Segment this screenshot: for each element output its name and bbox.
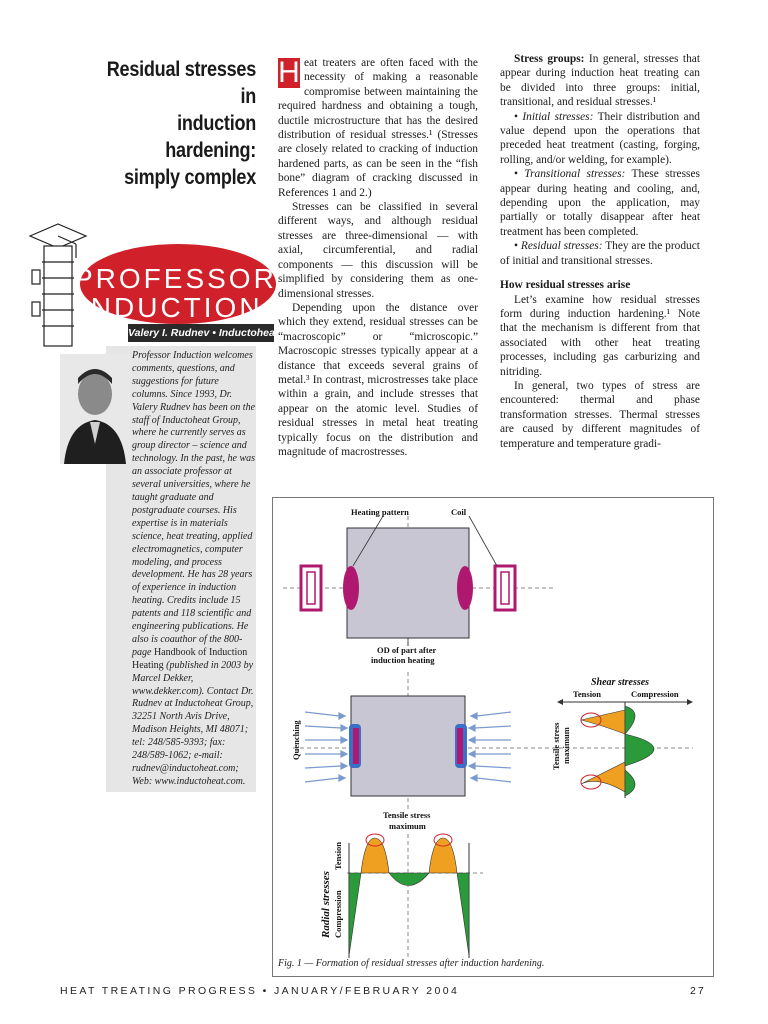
page-number: 27 xyxy=(690,985,706,997)
radial-stress-chart xyxy=(320,810,483,958)
heating-pattern-left xyxy=(343,566,359,610)
shear-stress-chart xyxy=(551,677,693,798)
figure-caption: Fig. 1 — Formation of residual stresses after induction hardening. xyxy=(278,958,545,969)
radial-tension-peak-right xyxy=(429,838,457,873)
part-heating xyxy=(347,528,469,638)
initial-stresses-lead: Initial stresses: xyxy=(522,110,594,123)
quench-arrows-right xyxy=(469,712,511,782)
body-column-1 xyxy=(278,56,478,459)
section-subhead: How residual stresses arise xyxy=(500,279,631,292)
radial-tensile-max-2: maximum xyxy=(389,821,426,831)
col2-p3-text: These stresses appear during heating and cooling, and, depending upon the application, may partially or totally disappear after heat treatment has been completed. xyxy=(500,168,700,238)
radial-compression-center xyxy=(389,873,429,886)
radial-compression-label: Compression xyxy=(333,890,343,938)
col2-p1-text: In general, stresses that appear during induction heat treating can be divided into three groups: initial, transitional, and residual stresses.¹ xyxy=(500,53,700,109)
col2-paragraph-1 xyxy=(500,52,700,110)
figure-1 xyxy=(272,497,714,977)
headline-line-3: simply complex xyxy=(124,166,256,189)
residual-stresses-lead: Residual stresses: xyxy=(520,240,603,253)
shear-tensile-max-2: maximum xyxy=(561,727,571,764)
transitional-stresses-lead: Transitional stresses: xyxy=(524,168,626,181)
author-bio xyxy=(110,350,256,789)
shear-stresses-title: Shear stresses xyxy=(591,677,650,688)
col1-paragraph-3: Depending upon the distance over which they extend, residual stresses can be “macroscopic” or “microscopic.” Macroscopic stresses typically appear at a distance that exceeds several grains of metal.³ In contrast, microstresses take place within a grain, and include stresses that appear on the atomic level. Studies of residual stresses in metal heat treating typically focus on the distribution and magnitude of macrostresses. xyxy=(278,301,478,458)
quench-arrows-left xyxy=(305,712,347,782)
bio-text-2: (published in 2003 by Marcel Dekker, www.dekker.com). Contact Dr. Rudnev at Inductoheat Group, 32251 North Avis Drive, Madison Heights, MI 48071; tel: 248/585-9393; fax: 248/589-1062; e-mail: rudnev@inductoheat.com; Web: www.inductoheat.com. xyxy=(132,659,254,787)
col1-paragraph-1 xyxy=(278,56,478,200)
radial-tension-peak-left xyxy=(361,838,389,873)
figure-1-diagram xyxy=(273,498,713,976)
coil-label: Coil xyxy=(451,507,467,517)
col2-paragraph-6: In general, two types of stress are encountered: thermal and phase transformation stresses. Thermal stresses are caused by different magnitudes of temperature and temperature gradi- xyxy=(500,379,700,450)
col2-paragraph-4: • Residual stresses: They are the product of initial and transitional stresses. xyxy=(500,240,700,267)
shear-tensile-max-1: Tensile stress xyxy=(551,722,561,770)
col2-paragraph-2: • Initial stresses: Their distribution and value depend upon the operations that preceded heat treatment (casting, forging, rolling, and/or welding, for example). xyxy=(500,110,700,166)
heating-pattern-right xyxy=(457,566,473,610)
radial-tension-label: Tension xyxy=(333,841,343,870)
bio-text-1: Professor Induction welcomes comments, questions, and suggestions for future columns. Since 1993, Dr. Valery Rudnev has been on the staff of Inductoheat Group, where he currently serves as group director – science and technology. In the past, he was an associate professor at several universities, where he taught graduate and postgraduate courses. His expertise is in materials science, heat treating, applied electromagnetics, computer modeling, and process development. He has 28 years of experience in induction heating. Credits include 15 patents and 118 scientific and engineering publications. He also is coauthor of the 800-page xyxy=(132,350,256,658)
body-column-2 xyxy=(500,52,700,451)
drop-cap: H xyxy=(278,56,300,89)
radial-stresses-title: Radial stresses xyxy=(320,871,332,938)
col1-paragraph-2: Stresses can be classified in several different ways, and although residual stresses are three-dimensional — with axial, circumferential, and radial components — this discussion will be simplified by considering them as one-dimensional stresses. xyxy=(278,201,478,300)
shear-compression-label: Compression xyxy=(631,689,679,699)
bio-book-title: Handbook of Induction Heating xyxy=(132,646,248,671)
od-label-2: induction heating xyxy=(371,655,435,665)
col2-paragraph-5: Let’s examine how residual stresses form during induction hardening.¹ Note that the mechanism is different from that associated with other heat treating processes, including gas carburizing and nitriding. xyxy=(500,293,700,378)
radial-tensile-max-1: Tensile stress xyxy=(383,810,431,820)
headline-line-1: Residual stresses in xyxy=(106,58,256,108)
stress-groups-lead: Stress groups: xyxy=(514,53,585,65)
running-footer: HEAT TREATING PROGRESS • JANUARY/FEBRUARY 2004 xyxy=(60,985,460,997)
headline-line-2: induction hardening: xyxy=(165,112,256,162)
heating-pattern-label: Heating pattern xyxy=(351,507,409,517)
coil-sketch-icon xyxy=(32,246,74,346)
shear-tension-lobe-bottom xyxy=(581,762,625,792)
heating-stage xyxy=(283,507,553,665)
part-quench xyxy=(351,696,465,796)
quenching-label: Quenching xyxy=(291,720,301,760)
author-byline: Valery I. Rudnev • Inductoheat Group xyxy=(128,324,274,342)
col2-p4-text: They are the product of initial and transitional stresses. xyxy=(500,240,700,267)
logo-professor-text: PROFESSOR xyxy=(74,263,277,294)
col2-paragraph-3: • Transitional stresses: These stresses appear during heating and cooling, and, depending upon the application, may partially or totally disappear after heat treatment has been completed. xyxy=(500,168,700,238)
logo-induction-text: INDUCTION xyxy=(80,292,263,323)
shear-tension-label: Tension xyxy=(573,689,602,699)
col1-p1-text: eat treaters are often faced with the necessity of making a reasonable compromise between maintaining the required hardness and obtaining a tough, ductile microstructure that has the desired distribution of residual stresses.¹ (Stresses are closely related to cracking of induction hardened parts, as can be seen in the “fish bone” diagram of cracking discussed in References 1 and 2.) xyxy=(278,57,478,199)
shear-compression-lobe xyxy=(625,734,654,766)
col2-p2-text: Their distribution and value depend upon the operations that preceded heat treatment (casting, forging, rolling, and/or welding, for example). xyxy=(500,110,700,166)
od-label-1: OD of part after xyxy=(377,645,437,655)
article-headline xyxy=(87,56,256,191)
